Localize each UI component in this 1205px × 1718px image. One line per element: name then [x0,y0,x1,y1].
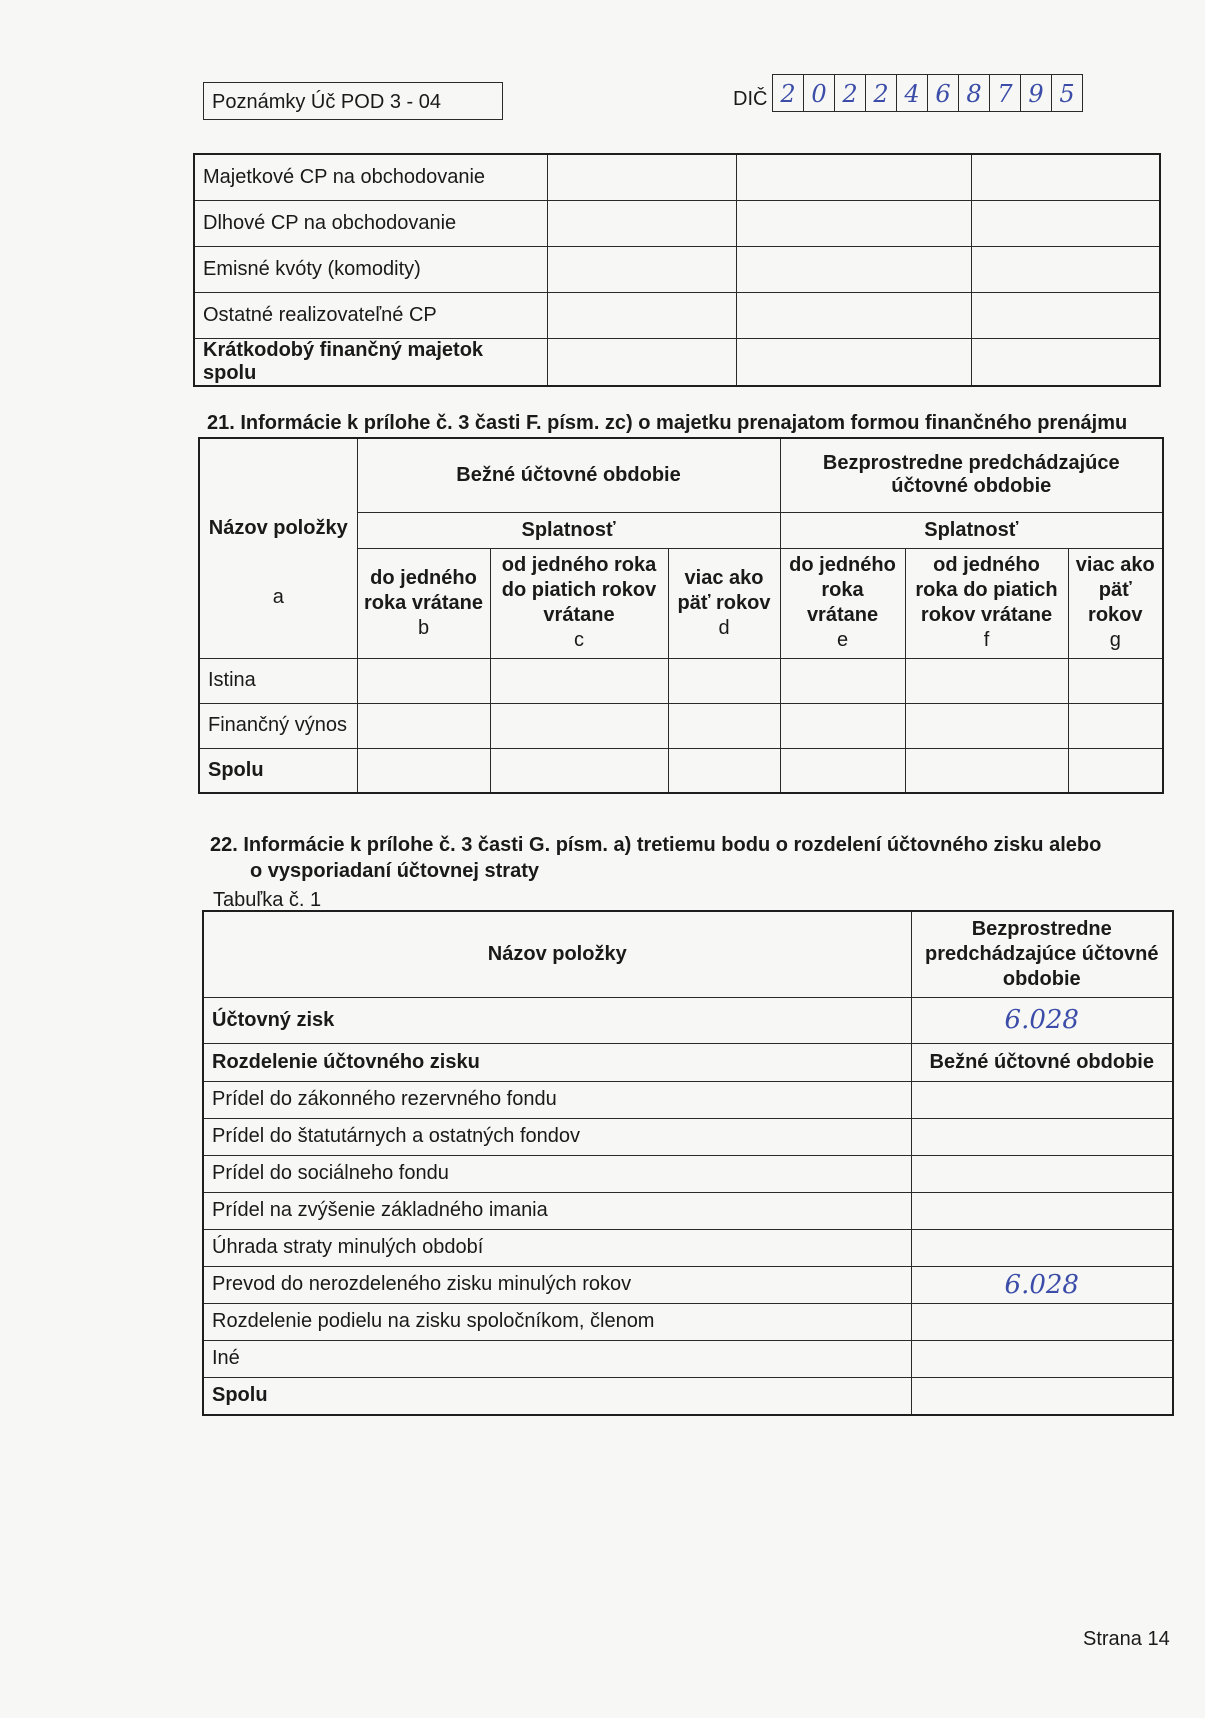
row-label: Prídel do zákonného rezervného fondu [203,1081,911,1118]
col-letter: e [836,629,849,651]
col-label: od jedného roka do piatich rokov vrátane [501,554,657,626]
row-value: 6.028 [911,1266,1173,1303]
form-label-box [203,82,503,120]
total-value [911,1377,1173,1415]
value-cell [490,703,668,748]
col-letter: d [718,616,730,639]
col-label: do jedného roka vrátane [789,554,896,626]
value-cell [905,703,1068,748]
table-row [194,200,1160,246]
value-cell [972,338,1160,386]
row-label: Krátkodobý finančný majetok spolu [194,338,547,386]
row-label: Dlhové CP na obchodovanie [194,200,547,246]
col-letter: f [983,629,990,651]
dic-digit: 2 [772,75,803,111]
dic-digit: 2 [865,75,896,111]
table-row [194,338,1160,386]
table-row [199,748,1163,793]
dic-digit: 8 [958,75,989,111]
value-cell [780,703,905,748]
value-cell [1068,703,1163,748]
row-value [911,1229,1173,1266]
value-cell [972,200,1160,246]
table-row [203,1303,1173,1340]
maturity-col-header [780,548,905,658]
profit-label: Účtovný zisk [203,997,911,1043]
section21-heading: 21. Informácie k prílohe č. 3 časti F. písm. zc) o majetku prenajatom formou finančného prenájmu [207,412,1128,434]
row-label: Emisné kvóty (komodity) [194,246,547,292]
col-letter: b [417,616,430,639]
total-label: Spolu [203,1377,911,1415]
distribution-label: Rozdelenie účtovného zisku [203,1043,911,1081]
profit-value: 6.028 [911,997,1173,1043]
value-cell [547,246,736,292]
row-label: Spolu [199,748,357,793]
table-row [199,658,1163,703]
total-row [203,1377,1173,1415]
value-cell [547,154,736,200]
leasing-table [198,437,1164,794]
col-label: od jedného roka do piatich rokov vrátane [915,554,1058,626]
value-cell [547,338,736,386]
col-label: viac ako päť rokov [677,566,771,614]
dic-digit: 5 [1051,75,1082,111]
row-value [911,1118,1173,1155]
row-label: Finančný výnos [199,703,357,748]
row-label: Prídel na zvýšenie základného imania [203,1192,911,1229]
financial-assets-table [193,153,1161,387]
table-row [203,1192,1173,1229]
maturity-header-current: Splatnosť [357,512,780,548]
dic-digit: 0 [803,75,834,111]
row-label: Prevod do nerozdeleného zisku minulých rokov [203,1266,911,1303]
value-cell [357,703,490,748]
value-cell [737,200,972,246]
table-label: Tabuľka č. 1 [213,889,322,911]
table-row [199,703,1163,748]
value-cell [972,154,1160,200]
value-cell [547,292,736,338]
value-cell [780,658,905,703]
col-letter: c [574,629,584,651]
value-cell [905,658,1068,703]
name-col-header: Názov položky a [199,438,357,658]
maturity-col-header [490,548,668,658]
dic-digit: 7 [989,75,1020,111]
value-cell [668,703,780,748]
table-row [194,154,1160,200]
maturity-col-header [1068,548,1163,658]
section22-heading: 22. Informácie k prílohe č. 3 časti G. písm. a) tretiemu bodu o rozdelení účtovného zisku alebo o vysporiadaní účtovnej straty [210,834,1102,882]
value-cell [737,246,972,292]
row-value [911,1155,1173,1192]
page-number: Strana 14 [1083,1628,1170,1650]
profit-distribution-table [202,910,1174,1416]
current-period-header: Bežné účtovné obdobie [911,1043,1173,1081]
maturity-col-header [357,548,490,658]
table-row [203,1340,1173,1377]
prev-period-header: Bezprostredne predchádzajúce účtovné obdobie [911,911,1173,997]
name-col-header: Názov položky [203,911,911,997]
dic-label: DIČ [733,88,768,110]
value-cell [972,246,1160,292]
value-cell [780,748,905,793]
row-label: Iné [203,1340,911,1377]
row-label: Istina [199,658,357,703]
row-label: Rozdelenie podielu na zisku spoločníkom, členom [203,1303,911,1340]
row-value [911,1303,1173,1340]
table-row [203,1155,1173,1192]
value-cell [905,748,1068,793]
row-value [911,1081,1173,1118]
value-cell [1068,658,1163,703]
table-row [203,1229,1173,1266]
col-letter: g [1109,629,1121,651]
value-cell [357,658,490,703]
dic-field [772,74,1083,112]
row-label: Prídel do sociálneho fondu [203,1155,911,1192]
maturity-col-header [905,548,1068,658]
current-period-header: Bežné účtovné obdobie [357,438,780,512]
row-label: Úhrada straty minulých období [203,1229,911,1266]
value-cell [737,338,972,386]
value-cell [668,748,780,793]
table-row [203,1118,1173,1155]
dic-digit: 9 [1020,75,1051,111]
value-cell [490,748,668,793]
value-cell [668,658,780,703]
row-label: Prídel do štatutárnych a ostatných fondov [203,1118,911,1155]
value-cell [490,658,668,703]
value-cell [547,200,736,246]
table-row [194,246,1160,292]
value-cell [737,154,972,200]
row-value [911,1192,1173,1229]
row-label: Majetkové CP na obchodovanie [194,154,547,200]
table-row [203,1081,1173,1118]
value-cell [357,748,490,793]
maturity-header-previous: Splatnosť [780,512,1163,548]
row-value [911,1340,1173,1377]
row-label: Ostatné realizovateľné CP [194,292,547,338]
dic-digit: 4 [896,75,927,111]
form-label: Poznámky Úč POD 3 - 04 [212,91,441,113]
table-row [203,1266,1173,1303]
dic-digit: 6 [927,75,958,111]
maturity-col-header [668,548,780,658]
table-row [194,292,1160,338]
dic-digit: 2 [834,75,865,111]
value-cell [1068,748,1163,793]
col-label: do jedného roka vrátane [364,566,483,614]
previous-period-header: Bezprostredne predchádzajúce účtovné obdobie [780,438,1163,512]
col-label: viac ako päť rokov [1075,554,1155,626]
value-cell [972,292,1160,338]
value-cell [737,292,972,338]
